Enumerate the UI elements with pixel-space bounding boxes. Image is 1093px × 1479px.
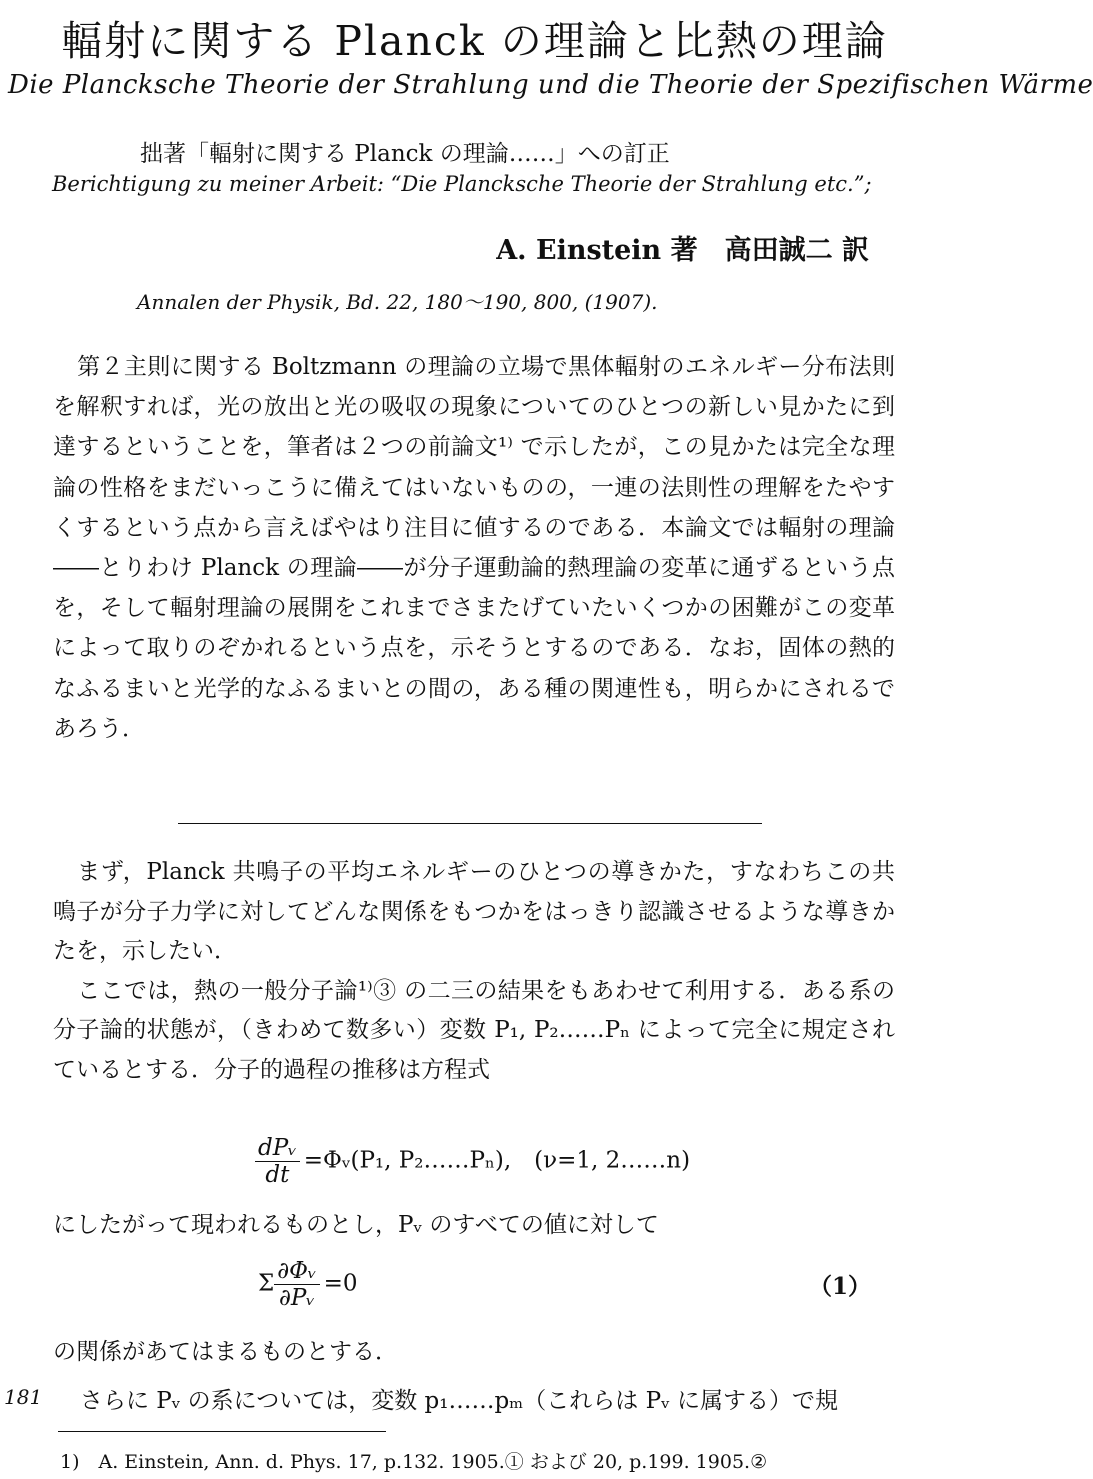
body-text-last-line: さらに Pᵥ の系については，変数 p₁……pₘ（これらは Pᵥ に属する）で規 [80, 1388, 838, 1414]
paragraph-theory: ここでは，熱の一般分子論¹⁾③ の二三の結果をもあわせて利用する．ある系の分子論的状態が，（きわめて数多い）変数 P₁, P₂……Pₙ によって完全に規定されているとする．分子的過程の推移は方程式 [53, 977, 895, 1083]
body-text-after-equation: にしたがって現われるものとし，Pᵥ のすべての値に対して [53, 1212, 659, 1238]
equation-rhs: =0 [323, 1270, 358, 1297]
fraction-denominator: ∂Pᵥ [278, 1285, 315, 1311]
fraction-numerator: dPᵥ [255, 1135, 300, 1162]
sigma-symbol: Σ [258, 1270, 275, 1297]
fraction-denominator: dt [265, 1162, 290, 1188]
body-text-after-equation-2: の関係があてはまるものとする． [53, 1339, 398, 1365]
equation-number: （1） [808, 1273, 871, 1300]
equation-fraction [255, 1135, 300, 1188]
intro-paragraph [53, 347, 895, 749]
page-title: 輻射に関する Planck の理論と比熱の理論 [61, 17, 888, 65]
correction-title: 拙著「輻射に関する Planck の理論……」への訂正 [140, 141, 670, 167]
fraction-numerator: ∂Φᵥ [274, 1258, 319, 1285]
correction-title-german: Berichtigung zu meiner Arbeit: “Die Plancksche Theorie der Strahlung etc.”; [52, 172, 872, 196]
equation-rhs: =Φᵥ(P₁, P₂……Pₙ), (ν=1, 2……n) [303, 1147, 691, 1174]
section-divider [178, 823, 762, 824]
equation-motion [255, 1135, 690, 1188]
intro-text: 第２主則に関する Boltzmann の理論の立場で黒体輻射のエネルギー分布法則を解釈すれば，光の放出と光の吸収の現象についてのひとつの新しい見かたに到達するということを，筆者は２つの前論文¹⁾ で示したが，この見かたは完全な理論の性格をまだいっこうに備えてはいないものの，一連の法則性の理解をたやすくするという点から言えばやはり注目に値するのである．本論文では輻射の理論――とりわけ Planck の理論――が分子運動論的熱理論の変革に通ずるという点を，そして輻射理論の展開をこれまでさまたげていたいくつかの困難がこの変革によって取りのぞかれるという点を，示そうとするのである．なお，固体の熱的なふるまいと光学的なふるまいとの間の，ある種の関連性も，明らかにされるであろう． [53, 354, 896, 742]
footnote-divider [58, 1431, 386, 1432]
body-section [53, 853, 895, 1090]
author-line: A. Einstein 著 高田誠二 訳 [496, 235, 869, 266]
equation-liouville [258, 1258, 358, 1311]
paragraph-derivation: まず，Planck 共鳴子の平均エネルギーのひとつの導きかた，すなわちこの共鳴子が分子力学に対してどんな関係をもつかをはっきり認識させるような導きかたを，示したい． [53, 859, 896, 964]
footnote: 1) A. Einstein, Ann. d. Phys. 17, p.132. 1905.① および 20, p.199. 1905.② [60, 1451, 768, 1473]
equation-fraction [274, 1258, 319, 1311]
page-number: 181 [4, 1385, 43, 1409]
german-title: Die Plancksche Theorie der Strahlung und die Theorie der Spezifischen Wärme [8, 70, 1093, 100]
journal-citation: Annalen der Physik, Bd. 22, 180〜190, 800, (1907). [137, 290, 658, 314]
